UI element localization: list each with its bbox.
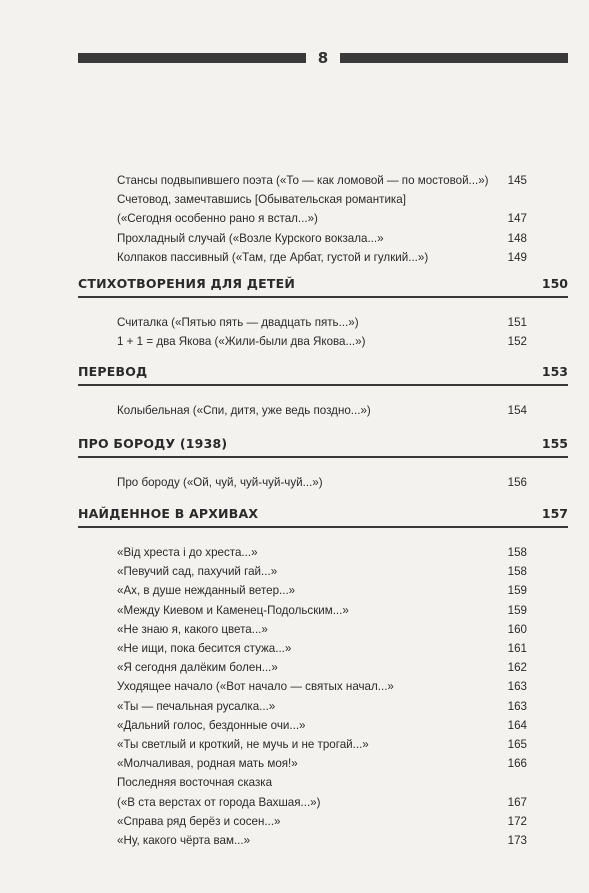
toc-entry-title: «Від хреста і до хреста...» <box>117 546 258 559</box>
toc-entry <box>117 659 527 677</box>
toc-entry-page: 162 <box>507 661 527 675</box>
section-heading <box>78 274 568 298</box>
toc-entry <box>117 249 527 267</box>
toc-entry-page: 173 <box>507 834 527 847</box>
section-heading <box>78 362 568 386</box>
toc-entry-page: 165 <box>507 738 527 751</box>
section-page: 150 <box>541 276 568 291</box>
toc-entry <box>117 640 527 658</box>
toc-entry-title: «Я сегодня далёким болен...» <box>117 661 278 675</box>
toc-entry <box>117 602 527 620</box>
toc-entry-title: «Молчаливая, родная мать моя!» <box>117 757 298 771</box>
section-rule <box>78 456 568 458</box>
toc-entry-page: 151 <box>507 316 527 329</box>
toc-entry-title: Колыбельная («Спи, дитя, уже ведь поздно...») <box>117 404 371 417</box>
toc-entry <box>117 474 527 492</box>
toc-entry-title: «Ну, какого чёрта вам...» <box>117 834 251 847</box>
toc-entry-page: 163 <box>507 699 527 713</box>
toc-entry-title: «Ах, в душе нежданный ветер...» <box>117 584 296 598</box>
toc-entry-page: 166 <box>507 757 527 771</box>
toc-entry-title: «Певучий сад, пахучий гай...» <box>117 565 278 579</box>
toc-entry <box>117 621 527 639</box>
toc-entry-page: 147 <box>507 212 527 226</box>
section-rule <box>78 384 568 386</box>
toc-entry <box>117 172 527 190</box>
toc-entry <box>117 333 527 351</box>
toc-entry-title: («Сегодня особенно рано я встал...») <box>117 212 318 226</box>
section-page: 153 <box>541 364 568 379</box>
page-number: 8 <box>317 49 329 67</box>
toc-entry-page: 158 <box>507 546 527 559</box>
toc-entry <box>117 230 527 248</box>
toc-entry-title: Колпаков пассивный («Там, где Арбат, густой и гулкий...») <box>117 250 429 264</box>
toc-entry-title: 1 + 1 = два Якова («Жили-были два Якова...») <box>117 335 366 349</box>
toc-entry-page: 156 <box>507 476 527 489</box>
section-rule <box>78 526 568 528</box>
page-header <box>78 50 568 66</box>
toc-entry-title: «Справа ряд берёз и сосен...» <box>117 814 281 828</box>
toc-entry <box>117 563 527 581</box>
section-title: НАЙДЕННОЕ В АРХИВАХ <box>78 506 259 521</box>
toc-entry-title: «Ты светлый и кроткий, не мучь и не трогай...» <box>117 738 369 751</box>
toc-entry <box>117 582 527 600</box>
toc-entry-page: 164 <box>507 718 527 732</box>
toc-entry <box>117 717 527 735</box>
header-bar-left <box>78 53 306 63</box>
toc-entry-page: 145 <box>507 174 527 187</box>
toc-entry-page: 163 <box>507 680 527 694</box>
toc-entry <box>117 678 527 696</box>
toc-entry-page: 154 <box>507 404 527 417</box>
toc-entry <box>117 755 527 773</box>
toc-entry-title: Считалка («Пятью пять — двадцать пять...») <box>117 316 359 329</box>
section-rule <box>78 296 568 298</box>
toc-entry-title: Про бороду («Ой, чуй, чуй-чуй-чуй...») <box>117 476 323 489</box>
toc-entry-page: 149 <box>507 250 527 264</box>
toc-entry <box>117 544 527 562</box>
toc-entry <box>117 774 527 792</box>
toc-entry-title: «Между Киевом и Каменец-Подольским...» <box>117 603 349 617</box>
toc-entry <box>117 314 527 332</box>
toc-entry-title: Стансы подвыпившего поэта («То — как ломовой — по мостовой...») <box>117 174 489 187</box>
toc-entry <box>117 794 527 812</box>
header-bar-right <box>340 53 568 63</box>
section-heading <box>78 504 568 528</box>
toc-entry <box>117 191 527 209</box>
toc-entry-title: «Не знаю я, какого цвета...» <box>117 622 268 636</box>
toc-entry-title: «Ты — печальная русалка...» <box>117 699 276 713</box>
toc-entry-page: 152 <box>507 335 527 349</box>
toc-entry-page: 159 <box>507 603 527 617</box>
toc-entry <box>117 813 527 831</box>
toc-entry-page: 158 <box>507 565 527 579</box>
toc-entry-title: «Дальний голос, бездонные очи...» <box>117 718 306 732</box>
toc-entry-title: («В ста верстах от города Вахшая...») <box>117 795 321 809</box>
toc-entry-page: 167 <box>507 795 527 809</box>
toc-entry-title: Прохладный случай («Возле Курского вокзала...» <box>117 231 384 245</box>
toc-entry-title: Счетовод, замечтавшись [Обывательская романтика] <box>117 193 406 207</box>
toc-entry-title: Уходящее начало («Вот начало — святых начал...» <box>117 680 394 694</box>
toc-entry-title: Последняя восточная сказка <box>117 776 273 790</box>
toc-entry <box>117 210 527 228</box>
toc-entry-page: 159 <box>507 584 527 598</box>
toc-entry-title: «Не ищи, пока бесится стужа...» <box>117 642 292 655</box>
toc-entry <box>117 832 527 850</box>
section-heading <box>78 434 568 458</box>
section-page: 155 <box>541 436 568 451</box>
toc-entry-page: 172 <box>507 814 527 828</box>
section-title: ПЕРЕВОД <box>78 364 148 379</box>
toc-entry <box>117 736 527 754</box>
toc-entry <box>117 698 527 716</box>
section-title: ПРО БОРОДУ (1938) <box>78 436 228 451</box>
toc-entry-page: 160 <box>507 622 527 636</box>
section-page: 157 <box>541 506 568 521</box>
toc-entry-page: 161 <box>507 642 527 655</box>
toc-entry <box>117 402 527 420</box>
toc-entry-page: 148 <box>507 231 527 245</box>
section-title: СТИХОТВОРЕНИЯ ДЛЯ ДЕТЕЙ <box>78 276 295 291</box>
